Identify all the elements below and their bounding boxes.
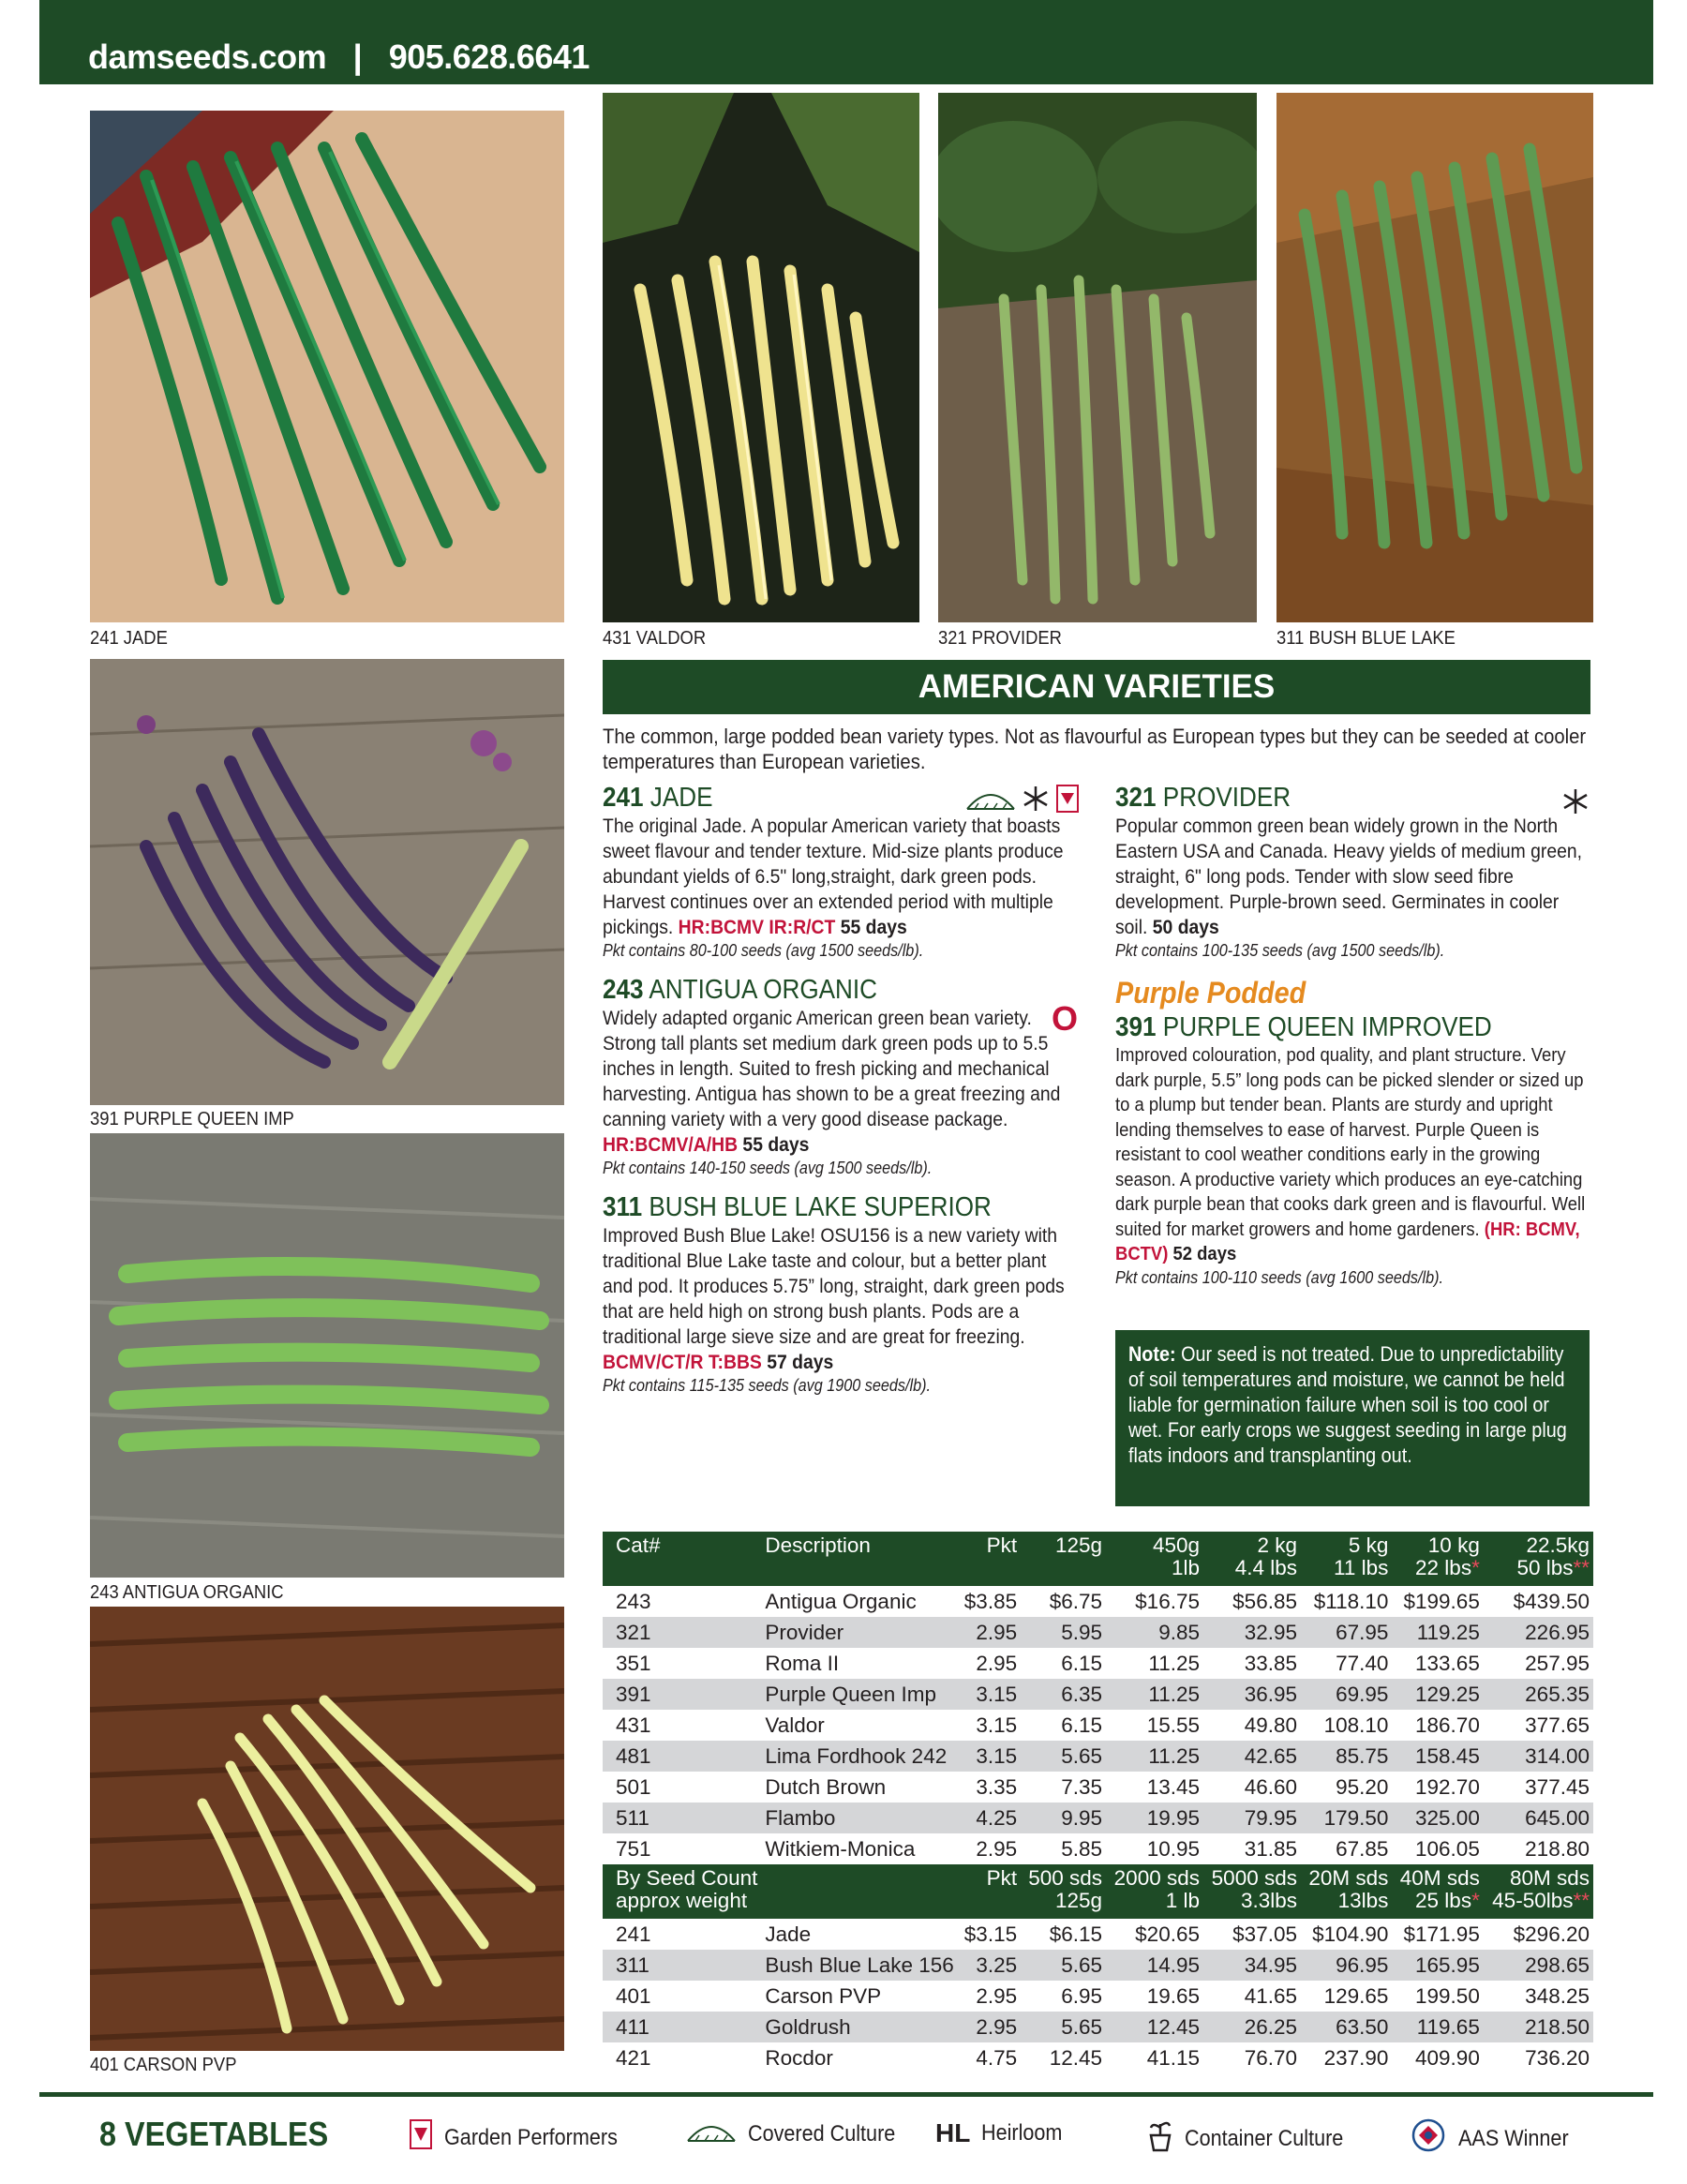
table-cell: 179.50	[1301, 1803, 1392, 1833]
item-description: Widely adapted organic American green bean variety. Strong tall plants set medium dark green pods up to 5.5 inches in length. Suited to fresh picking and mechanical harvesting. Antigua has shown to be a great freezing and canning variety with a very good disease package. HR:BCMV/A/HB 55 days	[603, 1007, 1061, 1156]
table-cell: 119.25	[1392, 1617, 1483, 1648]
header-subline: 1lb	[1171, 1556, 1200, 1579]
photo-bush-blue-lake	[1276, 93, 1593, 622]
table-header-cell	[1106, 1864, 1203, 1919]
header-line: Pkt	[986, 1866, 1018, 1890]
table-header-cell	[603, 1532, 761, 1586]
table-cell: 5.95	[1021, 1617, 1106, 1648]
table-row	[603, 1586, 1593, 1617]
table-cell: 33.85	[1244, 1651, 1297, 1675]
table-cell: $296.20	[1513, 1922, 1590, 1946]
caption-antigua: 243 ANTIGUA ORGANIC	[90, 1582, 284, 1603]
table-cell: 325.00	[1392, 1803, 1483, 1833]
table-cell: 19.95	[1106, 1803, 1203, 1833]
table-cell: 3.15	[958, 1741, 1021, 1772]
table-cell: 15.55	[1146, 1713, 1200, 1737]
header-subline: 50 lbs**	[1516, 1556, 1590, 1579]
legend-covered-culture: Covered Culture	[686, 2118, 912, 2149]
table-row	[603, 1919, 1593, 1950]
table-cell: 192.70	[1415, 1774, 1480, 1799]
price-table	[603, 1532, 1593, 2073]
page-number-section: 8 VEGETABLES	[99, 2115, 329, 2153]
table-cell: 5.85	[1061, 1836, 1102, 1861]
table-cell: 431	[616, 1713, 651, 1737]
header-subline: 125g	[1054, 1889, 1102, 1912]
table-cell: 119.65	[1392, 2012, 1483, 2042]
photo-provider	[938, 93, 1257, 622]
header-subline: 11 lbs	[1334, 1556, 1389, 1579]
table-cell: 69.95	[1301, 1679, 1392, 1710]
header-subline: approx weight	[616, 1889, 748, 1912]
item-description: The original Jade. A popular American variety that boasts sweet flavour and tender texture. Mid-size plants produce abundant yields of 6.5" long,straight, dark green pods. Harvest continues over an extended period with multiple pickings. HR:BCMV IR:R/CT 55 days	[603, 815, 1064, 938]
table-header-cell	[761, 1532, 957, 1586]
table-cell: 421	[616, 2045, 651, 2070]
table-cell: 41.15	[1146, 2045, 1200, 2070]
table-cell: 237.90	[1323, 2045, 1389, 2070]
table-cell: 12.45	[1049, 2045, 1102, 2070]
table-cell: $104.90	[1312, 1922, 1389, 1946]
jade-icons	[965, 784, 1080, 818]
table-cell: 226.95	[1484, 1617, 1593, 1648]
table-cell: 85.75	[1301, 1741, 1392, 1772]
table-cell: 11.25	[1148, 1651, 1200, 1675]
table-cell: 351	[616, 1651, 651, 1675]
table-cell: Jade	[765, 1922, 812, 1946]
table-cell: 645.00	[1484, 1803, 1593, 1833]
table-cell: Dutch Brown	[765, 1774, 887, 1799]
table-cell: 2.95	[958, 1617, 1021, 1648]
table-cell: 348.25	[1525, 1983, 1590, 2008]
table-row	[603, 1833, 1593, 1864]
table-cell: Antigua Organic	[765, 1589, 917, 1613]
item-description: Popular common green bean widely grown in the North Eastern USA and Canada. Heavy yields of medium green, straight, 6" long pods. Tender with slow seed fibre development. Purple-brown seed. Germinates in cooler soil. 50 days	[1115, 815, 1583, 938]
table-cell: 243	[616, 1589, 651, 1613]
table-cell: $439.50	[1513, 1589, 1590, 1613]
footer-divider	[39, 2092, 1653, 2097]
table-cell: 67.95	[1301, 1617, 1392, 1648]
section-intro: The common, large podded bean variety types. Not as flavourful as European types but they can be seeded at cooler temperatures than European varieties.	[603, 725, 1587, 773]
table-cell: Valdor	[765, 1713, 825, 1737]
table-header-cell	[1484, 1532, 1593, 1586]
table-cell: 11.25	[1106, 1679, 1203, 1710]
header-line: Pkt	[986, 1533, 1018, 1557]
garden-performer-icon	[1055, 784, 1080, 818]
table-header-cell	[1301, 1532, 1392, 1586]
item-pkt: Pkt contains 80-100 seeds (avg 1500 seeds/lb).	[603, 941, 924, 960]
table-cell: $6.15	[1049, 1922, 1102, 1946]
table-cell: 79.95	[1203, 1803, 1301, 1833]
table-cell: Provider	[761, 1617, 957, 1648]
header-subline: 45-50lbs**	[1492, 1889, 1590, 1912]
left-column	[603, 782, 1099, 1409]
table-cell: 76.70	[1244, 2045, 1297, 2070]
caption-valdor: 431 VALDOR	[603, 628, 707, 649]
site-contact: damseeds.com | 905.628.6641	[88, 37, 590, 76]
table-header-cell	[761, 1864, 957, 1919]
header-line: 22.5kg	[1526, 1533, 1590, 1557]
snowflake-icon	[1561, 787, 1590, 820]
table-cell: 95.20	[1336, 1774, 1389, 1799]
table-cell: 4.25	[958, 1803, 1021, 1833]
table-cell: 31.85	[1244, 1836, 1297, 1861]
photo-jade	[90, 111, 564, 622]
table-row	[603, 1981, 1593, 2012]
table-header-cell	[1203, 1864, 1301, 1919]
caption-provider: 321 PROVIDER	[938, 628, 1062, 649]
table-cell: $56.85	[1232, 1589, 1297, 1613]
table-cell: 481	[603, 1741, 761, 1772]
table-header-cell	[1021, 1532, 1106, 1586]
table-header-cell	[1106, 1532, 1203, 1586]
legend-garden-performers: Garden Performers	[409, 2118, 636, 2157]
table-cell: 11.25	[1106, 1741, 1203, 1772]
header-line: 125g	[1054, 1533, 1102, 1557]
table-cell: 321	[603, 1617, 761, 1648]
table-cell: 5.65	[1021, 1950, 1106, 1981]
table-cell: Carson PVP	[765, 1983, 882, 2008]
header-line: By Seed Count	[616, 1866, 758, 1890]
table-cell: 34.95	[1203, 1950, 1301, 1981]
table-cell: 63.50	[1301, 2012, 1392, 2042]
table-cell: 751	[616, 1836, 651, 1861]
table-cell: Rocdor	[765, 2045, 833, 2070]
table-row	[603, 1679, 1593, 1710]
item-purple-queen	[1115, 1011, 1593, 1288]
table-header-cell	[1392, 1864, 1483, 1919]
top-bar	[39, 0, 1653, 84]
table-header-cell	[1301, 1864, 1392, 1919]
header-line: Cat#	[616, 1533, 661, 1557]
container-icon	[1147, 2118, 1173, 2159]
table-cell: $3.85	[963, 1589, 1018, 1613]
table-cell: 314.00	[1484, 1741, 1593, 1772]
table-cell: 96.95	[1301, 1950, 1392, 1981]
item-pkt: Pkt contains 115-135 seeds (avg 1900 seeds/lb).	[603, 1376, 932, 1395]
table-cell: 13.45	[1146, 1774, 1200, 1799]
table-row	[603, 1648, 1593, 1679]
table-cell: 311	[603, 1950, 761, 1981]
table-cell: 511	[603, 1803, 761, 1833]
table-cell: Bush Blue Lake 156	[761, 1950, 957, 1981]
header-line: 40M sds	[1399, 1866, 1480, 1890]
covered-culture-icon	[686, 2118, 737, 2149]
snowflake-icon	[1022, 785, 1050, 817]
item-heading: 391 PURPLE QUEEN IMPROVED	[1115, 1012, 1492, 1042]
note-text: Our seed is not treated. Due to unpredictability of soil temperatures and moisture, we cannot be held liable for germination failure when soil is too cool or wet. For early crops we suggest seeding in large plug flats indoors and transplanting out.	[1128, 1342, 1567, 1467]
table-cell: 9.85	[1106, 1617, 1203, 1648]
table-cell: 7.35	[1061, 1774, 1102, 1799]
header-line: 20M sds	[1308, 1866, 1389, 1890]
table-cell: 2.95	[958, 2012, 1021, 2042]
table-cell: 42.65	[1203, 1741, 1301, 1772]
table-header-cell	[1392, 1532, 1483, 1586]
header-subline: 13lbs	[1337, 1889, 1389, 1912]
heirloom-icon: HL	[935, 2118, 971, 2147]
header-line: 5000 sds	[1211, 1866, 1297, 1890]
header-subline: 3.3lbs	[1240, 1889, 1297, 1912]
legend-heirloom: HL Heirloom	[935, 2118, 1063, 2147]
table-cell: 218.80	[1525, 1836, 1590, 1861]
table-cell: 6.15	[1061, 1651, 1102, 1675]
table-cell: 67.85	[1336, 1836, 1389, 1861]
note-box	[1115, 1330, 1590, 1506]
table-header-cell	[1484, 1864, 1593, 1919]
caption-purple-queen: 391 PURPLE QUEEN IMP	[90, 1109, 294, 1129]
table-cell: 2.95	[976, 1983, 1018, 2008]
item-heading: 243 ANTIGUA ORGANIC	[603, 975, 878, 1005]
table-cell: 257.95	[1525, 1651, 1590, 1675]
header-line: 5 kg	[1348, 1533, 1389, 1557]
item-pkt: Pkt contains 100-110 seeds (avg 1600 seeds/lb).	[1115, 1267, 1444, 1287]
table-cell: $37.05	[1232, 1922, 1297, 1946]
table-row	[603, 1772, 1593, 1803]
item-bush-blue-lake	[603, 1191, 1099, 1396]
table-cell: 26.25	[1203, 2012, 1301, 2042]
table-cell: 377.65	[1525, 1713, 1590, 1737]
table-row	[603, 1803, 1593, 1833]
table-cell: $16.75	[1135, 1589, 1200, 1613]
table-cell: Flambo	[761, 1803, 957, 1833]
item-pkt: Pkt contains 140-150 seeds (avg 1500 seeds/lb).	[603, 1159, 933, 1177]
item-description: Improved Bush Blue Lake! OSU156 is a new variety with traditional Blue Lake taste and colour, but a better plant and pod. It produces 5.75” long, straight, dark green pods that are held high on strong bush plants. Pods are a traditional large sieve size and are great for freezing. BCMV/CT/R T:BBS 57 days	[603, 1224, 1065, 1373]
table-row	[603, 2012, 1593, 2042]
table-cell: 158.45	[1392, 1741, 1483, 1772]
right-column	[1115, 782, 1593, 1301]
table-cell: 41.65	[1244, 1983, 1297, 2008]
table-cell: Lima Fordhook 242	[761, 1741, 957, 1772]
table-header-row	[603, 1532, 1593, 1586]
table-cell: 6.95	[1061, 1983, 1102, 2008]
table-cell: Witkiem-Monica	[765, 1836, 916, 1861]
table-cell: 241	[616, 1922, 651, 1946]
item-heading: 311 BUSH BLUE LAKE SUPERIOR	[603, 1192, 992, 1222]
table-cell: 3.35	[976, 1774, 1018, 1799]
table-cell: 501	[616, 1774, 651, 1799]
caption-jade: 241 JADE	[90, 628, 168, 649]
table-row	[603, 2042, 1593, 2073]
table-cell: $3.15	[963, 1922, 1018, 1946]
table-cell: 186.70	[1415, 1713, 1480, 1737]
photo-valdor	[603, 93, 919, 622]
item-heading: 321 PROVIDER	[1115, 783, 1291, 813]
table-header-row	[603, 1864, 1593, 1919]
table-cell: 49.80	[1244, 1713, 1297, 1737]
item-description: Improved colouration, pod quality, and plant structure. Very dark purple, 5.5” long pods can be picked slender or sized up to a plump but tender bean. Plants are sturdy and upright lending themselves to ease of harvest. Purple Queen is resistant to cool weather conditions early in the growing season. A productive variety which produces an eye-catching dark purple bean that cooks dark green and is flavourful. Well suited for market growers and home gardeners. (HR: BCMV, BCTV) 52 days	[1115, 1044, 1586, 1264]
table-row	[603, 1617, 1593, 1648]
table-row	[603, 1950, 1593, 1981]
table-header-cell	[1203, 1532, 1301, 1586]
item-pkt: Pkt contains 100-135 seeds (avg 1500 seeds/lb).	[1115, 941, 1445, 960]
table-cell: 6.35	[1021, 1679, 1106, 1710]
table-cell: 36.95	[1203, 1679, 1301, 1710]
table-cell: 391	[603, 1679, 761, 1710]
header-line: 10 kg	[1427, 1533, 1480, 1557]
table-cell: Purple Queen Imp	[761, 1679, 957, 1710]
table-cell: 165.95	[1392, 1950, 1483, 1981]
table-cell: 409.90	[1415, 2045, 1480, 2070]
table-cell: 3.25	[958, 1950, 1021, 1981]
organic-mark: O	[1052, 999, 1079, 1038]
table-cell: 5.65	[1021, 1741, 1106, 1772]
table-cell: Goldrush	[761, 2012, 957, 2042]
header-line: 500 sds	[1028, 1866, 1102, 1890]
table-cell: 199.50	[1415, 1983, 1480, 2008]
item-antigua	[603, 974, 1099, 1178]
header-line: 2000 sds	[1113, 1866, 1200, 1890]
table-cell: 298.65	[1484, 1950, 1593, 1981]
provider-icons	[1561, 787, 1590, 820]
header-line: 2 kg	[1257, 1533, 1297, 1557]
table-cell: 3.15	[976, 1713, 1018, 1737]
table-cell: 12.45	[1106, 2012, 1203, 2042]
table-cell: $20.65	[1135, 1922, 1200, 1946]
header-subline: 22 lbs*	[1415, 1556, 1480, 1579]
table-cell: 32.95	[1203, 1617, 1301, 1648]
photo-carson	[90, 1607, 564, 2051]
table-cell: 2.95	[976, 1651, 1018, 1675]
table-cell: 108.10	[1323, 1713, 1389, 1737]
table-cell: 46.60	[1244, 1774, 1297, 1799]
legend-container-culture: Container Culture	[1147, 2118, 1361, 2159]
garden-performer-icon	[409, 2118, 433, 2157]
item-heading: 241 JADE	[603, 783, 713, 813]
photo-purple-queen	[90, 659, 564, 1105]
table-cell: 77.40	[1336, 1651, 1389, 1675]
table-cell: 265.35	[1484, 1679, 1593, 1710]
table-row	[603, 1741, 1593, 1772]
table-cell: 129.65	[1323, 1983, 1389, 2008]
purple-podded-subhead: Purple Podded	[1115, 976, 1306, 1010]
table-cell: 106.05	[1415, 1836, 1480, 1861]
table-cell: 6.15	[1061, 1713, 1102, 1737]
covered-culture-icon	[965, 786, 1016, 815]
table-cell: $171.95	[1403, 1922, 1480, 1946]
table-cell: 14.95	[1106, 1950, 1203, 1981]
header-subline: 4.4 lbs	[1234, 1556, 1297, 1579]
table-row	[603, 1710, 1593, 1741]
table-header-cell	[1021, 1864, 1106, 1919]
table-cell: 5.65	[1021, 2012, 1106, 2042]
table-cell: Roma II	[765, 1651, 840, 1675]
table-header-cell	[958, 1532, 1021, 1586]
header-subline: 1 lb	[1165, 1889, 1200, 1912]
table-cell: 401	[616, 1983, 651, 2008]
photo-antigua	[90, 1133, 564, 1578]
table-cell: 218.50	[1484, 2012, 1593, 2042]
caption-carson: 401 CARSON PVP	[90, 2055, 237, 2075]
table-cell: $6.75	[1049, 1589, 1102, 1613]
table-cell: 10.95	[1146, 1836, 1200, 1861]
section-title: AMERICAN VARIETIES	[603, 660, 1590, 714]
table-cell: 377.45	[1525, 1774, 1590, 1799]
table-cell: 411	[603, 2012, 761, 2042]
header-line: 80M sds	[1509, 1866, 1590, 1890]
table-header-cell	[603, 1864, 761, 1919]
table-cell: 9.95	[1021, 1803, 1106, 1833]
footer	[39, 2109, 1653, 2165]
table-cell: $118.10	[1313, 1589, 1389, 1613]
table-cell: 736.20	[1525, 2045, 1590, 2070]
caption-bush-blue-lake: 311 BUSH BLUE LAKE	[1276, 628, 1456, 649]
table-cell: 19.65	[1146, 1983, 1200, 2008]
note-label: Note:	[1128, 1342, 1176, 1366]
table-cell: 4.75	[976, 2045, 1018, 2070]
table-header-cell	[958, 1864, 1021, 1919]
header-line: 450g	[1152, 1533, 1200, 1557]
table-cell: $199.65	[1403, 1589, 1480, 1613]
legend-aas-winner: AAS Winner	[1410, 2118, 1581, 2159]
table-cell: 129.25	[1392, 1679, 1483, 1710]
header-subline: 25 lbs*	[1415, 1889, 1480, 1912]
table-cell: 3.15	[958, 1679, 1021, 1710]
header-line: Description	[765, 1533, 871, 1557]
aas-winner-icon	[1410, 2118, 1447, 2159]
item-provider	[1115, 782, 1593, 961]
table-cell: 2.95	[976, 1836, 1018, 1861]
table-cell: 133.65	[1415, 1651, 1480, 1675]
